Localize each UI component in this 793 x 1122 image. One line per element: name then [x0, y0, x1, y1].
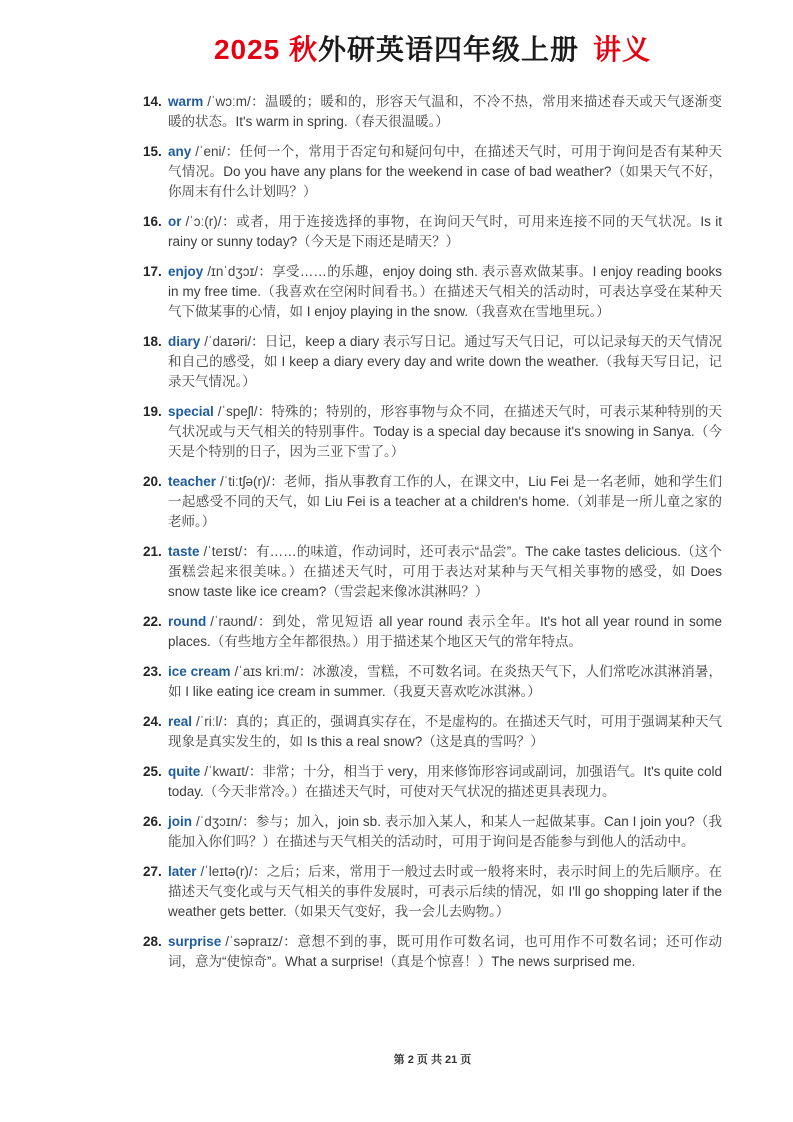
entry-ipa: /ɪnˈdʒɔɪ/ [207, 264, 258, 280]
entry-description: ：参与；加入，join sb. 表示加入某人，和某人一起做某事。Can I join you?（我能加入你们吗？）在描述与天气相关的活动时，可用于询问是否能参与到他人的活动中。 [168, 814, 722, 850]
entry-word: quite [168, 764, 201, 780]
vocab-entry [143, 812, 722, 852]
entry-ipa: /ˈɔː(r)/ [185, 214, 222, 230]
entry-number: 18. [143, 334, 162, 350]
entry-body [168, 92, 722, 132]
vocab-entry [143, 712, 722, 752]
entry-body [168, 472, 722, 532]
vocab-entry [143, 262, 722, 322]
entry-word: any [168, 144, 192, 160]
entry-number: 25. [143, 764, 162, 780]
entry-description: ：意想不到的事，既可用作可数名词，也可用作不可数名词；还可作动词，意为“使惊奇”。What a surprise!（真是个惊喜！）The news surprised me. [168, 934, 722, 970]
entry-word: special [168, 404, 214, 420]
entry-word: enjoy [168, 264, 204, 280]
entry-number: 15. [143, 144, 162, 160]
entry-description: ：之后；后来，常用于一般过去时或一般将来时，表示时间上的先后顺序。在描述天气变化或与天气相关的事件发展时，可表示后续的情况，如 I'll go shopping later if the weather gets better.（如果天气变好，我一会儿去购物。） [168, 864, 722, 920]
entry-body [168, 812, 722, 852]
title-year-season: 2025 秋 [213, 34, 319, 65]
entry-body [168, 712, 722, 752]
entry-description: ：日记，keep a diary 表示写日记。通过写天气日记，可以记录每天的天气情况和自己的感受，如 I keep a diary every day and write down the weather.（我每天写日记，记录天气情况。） [168, 334, 722, 390]
entry-ipa: /ˈeni/ [195, 144, 226, 160]
entry-description: ：老师，指从事教育工作的人，在课文中，Liu Fei 是一名老师，她和学生们一起感受不同的天气，如 Liu Fei is a teacher at a children's home.（刘菲是一所儿童之家的老师。） [168, 474, 722, 530]
entry-ipa: /ˈdaɪəri/ [204, 334, 252, 350]
entry-body [168, 142, 722, 202]
entry-ipa: /ˈtiːtʃə(r)/ [220, 474, 271, 490]
vocab-list [143, 92, 722, 972]
entry-body [168, 542, 722, 602]
entry-number: 21. [143, 544, 162, 560]
vocab-entry [143, 212, 722, 252]
entry-description: ：任何一个，常用于否定句和疑问句中，在描述天气时，可用于询问是否有某种天气情况。Do you have any plans for the weekend in case of bad weather?（如果天气不好，你周末有什么计划吗？） [168, 144, 722, 200]
entry-ipa: /ˈsəpraɪz/ [225, 934, 283, 950]
entry-description: ：享受……的乐趣，enjoy doing sth. 表示喜欢做某事。I enjoy reading books in my free time.（我喜欢在空闲时间看书。）在描述天气相关的活动时，可表达享受在某种天气下做某事的心情，如 I enjoy playing in the snow.（我喜欢在雪地里玩。） [168, 264, 722, 320]
vocab-entry [143, 862, 722, 922]
entry-word: warm [168, 94, 204, 110]
entry-word: ice cream [168, 664, 231, 680]
vocab-entry [143, 932, 722, 972]
entry-description: ：真的；真正的，强调真实存在，不是虚构的。在描述天气时，可用于强调某种天气现象是真实发生的，如 Is this a real snow?（这是真的雪吗？） [168, 714, 722, 750]
entry-ipa: /ˈaɪs kriːm/ [234, 664, 299, 680]
entry-body [168, 332, 722, 392]
entry-word: join [168, 814, 192, 830]
entry-number: 24. [143, 714, 162, 730]
entry-number: 20. [143, 474, 162, 490]
entry-number: 17. [143, 264, 162, 280]
entry-number: 16. [143, 214, 162, 230]
page-number-footer: 第 2 页 共 21 页 [393, 1054, 472, 1066]
entry-ipa: /ˈriːl/ [196, 714, 223, 730]
entry-body [168, 402, 722, 462]
entry-ipa: /ˈwɔːm/ [207, 94, 251, 110]
entry-description: ：特殊的；特别的，形容事物与众不同，在描述天气时，可表示某种特别的天气状况或与天气相关的特别事件。Today is a special day because it's snowing in Sanya.（今天是个特别的日子，因为三亚下雪了。） [168, 404, 722, 460]
entry-description: ：非常；十分，相当于 very，用来修饰形容词或副词，加强语气。It's quite cold today.（今天非常冷。）在描述天气时，可使对天气状况的描述更具表现力。 [168, 764, 722, 800]
entry-description: ：冰激凌，雪糕，不可数名词。在炎热天气下，人们常吃冰淇淋消暑，如 I like eating ice cream in summer.（我夏天喜欢吃冰淇淋。） [168, 664, 723, 700]
entry-body [168, 262, 722, 322]
entry-word: surprise [168, 934, 222, 950]
title-book-name: 外研英语四年级上册 [318, 34, 580, 65]
entry-number: 23. [143, 664, 162, 680]
entry-number: 22. [143, 614, 162, 630]
entry-word: later [168, 864, 197, 880]
vocab-entry [143, 612, 722, 652]
entry-word: teacher [168, 474, 217, 490]
entry-description: ：温暖的；暖和的，形容天气温和，不冷不热，常用来描述春天或天气逐渐变暖的状态。It's warm in spring.（春天很温暖。） [168, 94, 722, 130]
entry-ipa: /ˈleɪtə(r)/ [200, 864, 253, 880]
vocab-entry [143, 762, 722, 802]
entry-ipa: /ˈkwaɪt/ [204, 764, 249, 780]
vocab-entry [143, 542, 722, 602]
page-title [143, 34, 722, 66]
entry-ipa: /ˈdʒɔɪn/ [196, 814, 242, 830]
vocab-entry [143, 402, 722, 462]
entry-body [168, 862, 722, 922]
vocab-entry [143, 332, 722, 392]
entry-word: round [168, 614, 207, 630]
entry-number: 14. [143, 94, 162, 110]
entry-word: diary [168, 334, 201, 350]
entry-word: taste [168, 544, 200, 560]
entry-ipa: /ˈspeʃl/ [217, 404, 258, 420]
entry-body [168, 932, 722, 972]
entry-word: real [168, 714, 193, 730]
entry-body [168, 212, 722, 252]
entry-number: 28. [143, 934, 162, 950]
entry-number: 26. [143, 814, 162, 830]
vocab-entry [143, 142, 722, 202]
entry-body [168, 612, 722, 652]
entry-number: 27. [143, 864, 162, 880]
entry-number: 19. [143, 404, 162, 420]
entry-description: ：有……的味道，作动词时，还可表示“品尝”。The cake tastes delicious.（这个蛋糕尝起来很美味。）在描述天气时，可用于表达对某种与天气相关事物的感受，如 Does snow taste like ice cream?（雪尝起来像冰淇淋吗？） [168, 544, 722, 600]
entry-word: or [168, 214, 182, 230]
entry-body [168, 662, 722, 702]
entry-body [168, 762, 722, 802]
vocab-entry [143, 472, 722, 532]
vocab-entry [143, 662, 722, 702]
vocab-entry [143, 92, 722, 132]
entry-description: ：到处，常见短语 all year round 表示全年。It's hot all year round in some places.（有些地方全年都很热。）用于描述某个地区天气的常年特点。 [168, 614, 722, 650]
entry-description: ：或者，用于连接选择的事物，在询问天气时，可用来连接不同的天气状况。Is it rainy or sunny today?（今天是下雨还是晴天？） [168, 214, 722, 250]
entry-ipa: /ˈteɪst/ [203, 544, 243, 560]
title-handout-label: 讲义 [593, 34, 652, 65]
entry-ipa: /ˈraʊnd/ [210, 614, 257, 630]
